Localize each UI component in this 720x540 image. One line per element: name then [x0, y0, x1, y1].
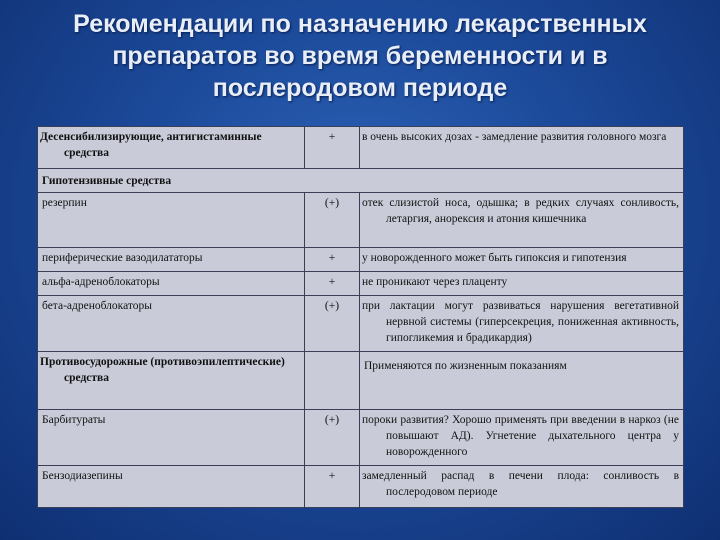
drug-name-cell: Бензодиазепины — [38, 466, 305, 508]
usage-mark-cell: (+) — [305, 410, 360, 466]
effect-cell: при лактации могут развиваться нарушения вегетативной нервной системы (гиперсекреция, пониженная активность, гипогликемия и брадикардия) — [360, 296, 684, 352]
effect-cell: в очень высоких дозах - замедление развития головного мозга — [360, 127, 684, 169]
section-header-cell: Гипотензивные средства — [38, 169, 684, 193]
table-row — [38, 193, 684, 248]
usage-mark-cell: (+) — [305, 193, 360, 248]
drug-name-cell: альфа-адреноблокаторы — [38, 272, 305, 296]
effect-cell: Применяются по жизненным показаниям — [360, 352, 684, 410]
usage-mark-cell: + — [305, 466, 360, 508]
drug-name-cell: резерпин — [38, 193, 305, 248]
table-row — [38, 410, 684, 466]
table-row — [38, 352, 684, 410]
table-row — [38, 296, 684, 352]
effect-cell: у новорожденного может быть гипоксия и гипотензия — [360, 248, 684, 272]
effect-cell: отек слизистой носа, одышка; в редких случаях сонливость, летаргия, анорексия и атония кишечника — [360, 193, 684, 248]
drug-name-cell: Барбитураты — [38, 410, 305, 466]
slide-title: Рекомендации по назначению лекарственных препаратов во время беременности и в послеродовом периоде — [73, 10, 647, 102]
drug-name-cell: бета-адреноблокаторы — [38, 296, 305, 352]
effect-cell: не проникают через плаценту — [360, 272, 684, 296]
table-row — [38, 272, 684, 296]
drug-group-cell: Десенсибилизирующие, антигистаминные средства — [38, 127, 305, 169]
drug-recommendations-table — [37, 126, 684, 508]
effect-cell: пороки развития? Хорошо применять при введении в наркоз (не повышают АД). Угнетение дыхательного центра у новорожденного — [360, 410, 684, 466]
table-row — [38, 466, 684, 508]
table-row — [38, 127, 684, 169]
usage-mark-cell — [305, 352, 360, 410]
table-row — [38, 169, 684, 193]
usage-mark-cell: + — [305, 248, 360, 272]
usage-mark-cell: (+) — [305, 296, 360, 352]
usage-mark-cell: + — [305, 127, 360, 169]
effect-cell: замедленный распад в печени плода: сонливость в послеродовом периоде — [360, 466, 684, 508]
drug-name-cell: периферические вазодилататоры — [38, 248, 305, 272]
drug-group-cell: Противосудорожные (противоэпилептические) средства — [38, 352, 305, 410]
usage-mark-cell: + — [305, 272, 360, 296]
table-row — [38, 248, 684, 272]
